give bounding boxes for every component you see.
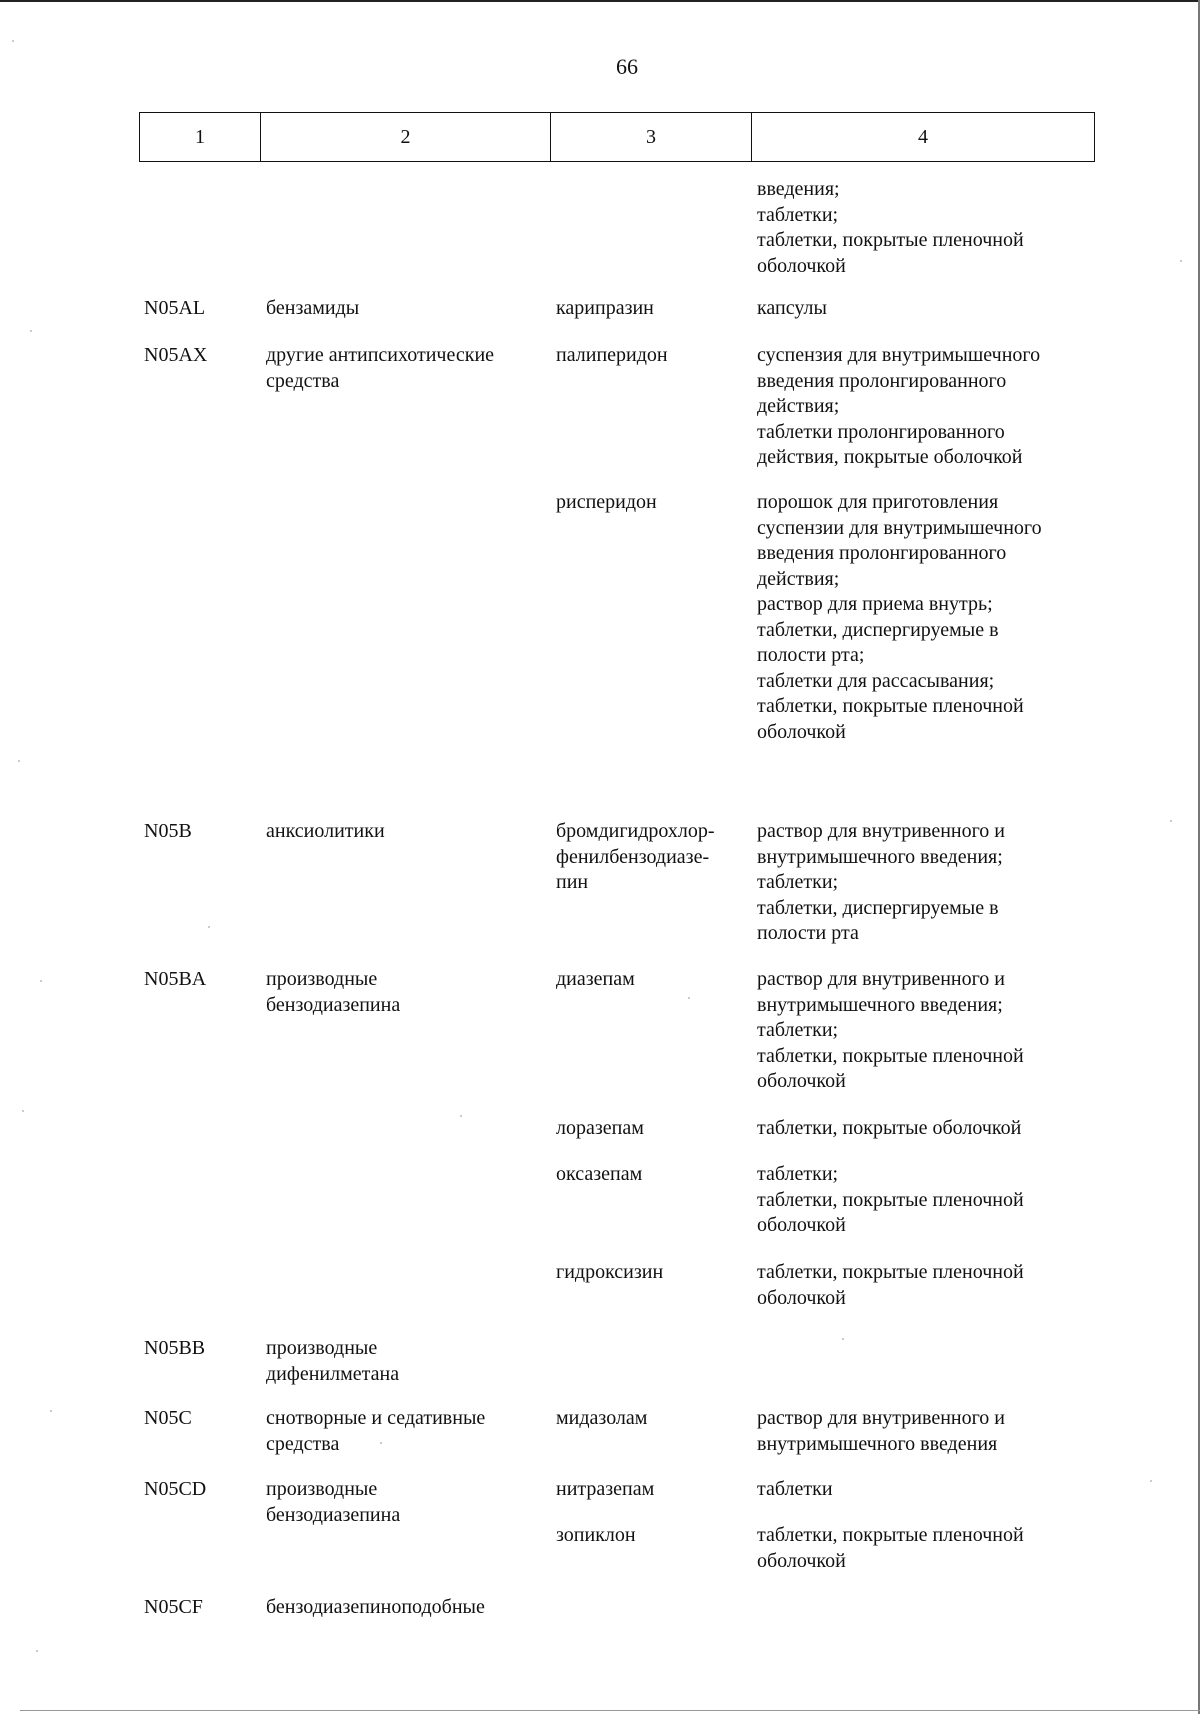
dosage-forms-line: внутримышечного введения; [757, 993, 1003, 1016]
drug-name [556, 967, 746, 993]
drug-name [556, 819, 746, 896]
scan-speck [208, 926, 210, 928]
dosage-forms [757, 819, 1097, 947]
dosage-forms-line: оболочкой [757, 1549, 846, 1572]
anatomical-group [266, 343, 546, 394]
drug-name-line: фенилбензодиазе- [556, 845, 710, 868]
atc-code: N05AX [144, 344, 208, 366]
anatomical-group-line: средства [266, 1432, 340, 1455]
scan-speck [688, 997, 690, 999]
dosage-forms-line: оболочкой [757, 1070, 846, 1092]
drug-name [556, 296, 746, 322]
atc-code: N05BA [144, 968, 207, 990]
atc-code: N05B [144, 820, 192, 842]
drug-name [556, 1523, 746, 1549]
scan-speck [22, 1110, 24, 1112]
header-col-4: 4 [918, 125, 928, 148]
drug-name [556, 343, 746, 369]
drug-name-line: рисперидон [556, 491, 657, 513]
atc-code: N05CD [144, 1478, 207, 1500]
anatomical-group-line: дифенилметана [266, 1362, 400, 1385]
drug-name-line: диазепам [556, 968, 635, 990]
drug-name-line: нитразепам [556, 1478, 655, 1500]
drug-name-line: мидазолам [556, 1407, 648, 1429]
dosage-forms [757, 1523, 1097, 1574]
anatomical-group-line: производные [266, 968, 378, 990]
dosage-forms [757, 1116, 1097, 1142]
dosage-forms-line: таблетки, покрытые оболочкой [757, 1117, 1022, 1139]
anatomical-group-line: снотворные и седативные [266, 1407, 486, 1429]
dosage-forms-line: порошок для приготовления [757, 491, 999, 513]
drug-name-line: пин [556, 871, 589, 893]
scan-speck [1180, 260, 1182, 262]
dosage-forms-line: таблетки; [757, 1019, 839, 1041]
dosage-forms [757, 296, 1097, 322]
anatomical-group-line: другие антипсихотические [266, 344, 495, 366]
dosage-forms-line: раствор для внутривенного и [757, 968, 1006, 990]
anatomical-group [266, 967, 546, 1018]
dosage-forms-line: таблетки, покрытые пленочной [757, 695, 1024, 717]
dosage-forms-line: оболочкой [757, 1214, 846, 1236]
scan-speck [380, 1442, 382, 1444]
drug-name-line: лоразепам [556, 1117, 644, 1139]
scan-speck [12, 40, 14, 42]
dosage-forms-line: капсулы [757, 297, 827, 319]
dosage-forms-line: таблетки, покрытые пленочной [757, 1044, 1024, 1067]
anatomical-group [266, 1477, 546, 1528]
dosage-forms-line: таблетки, покрытые пленочной [757, 1188, 1024, 1211]
anatomical-group-line: анксиолитики [266, 820, 385, 842]
atc-code: N05C [144, 1407, 192, 1429]
scan-speck [30, 330, 32, 332]
drug-name [556, 1162, 746, 1188]
dosage-forms-line: действия; [757, 567, 840, 590]
scan-speck [50, 1410, 52, 1412]
drug-name-line: палиперидон [556, 344, 668, 366]
anatomical-group [266, 1595, 546, 1621]
dosage-forms-line: таблетки, покрытые пленочной [757, 1261, 1024, 1283]
dosage-forms-line: оболочкой [757, 1286, 846, 1309]
drug-name [556, 1116, 746, 1142]
anatomical-group-line: средства [266, 369, 340, 392]
page-number: 66 [616, 54, 638, 79]
dosage-forms-line: внутримышечного введения; [757, 845, 1003, 868]
dosage-forms-line: таблетки, покрытые пленочной [757, 229, 1024, 251]
anatomical-group-line: бензодиазепина [266, 993, 401, 1016]
dosage-forms-line: полости рта [757, 922, 859, 944]
dosage-forms-line: полости рта; [757, 644, 865, 666]
dosage-forms-line: таблетки; [757, 871, 839, 893]
dosage-forms [757, 1260, 1097, 1311]
drug-name-line: бромдигидрохлор- [556, 820, 715, 842]
dosage-forms-line: введения пролонгированного [757, 542, 1007, 564]
header-col-3: 3 [551, 113, 752, 161]
scan-speck [842, 1338, 844, 1340]
scan-speck [1150, 1480, 1152, 1482]
dosage-forms-line: таблетки, покрытые пленочной [757, 1524, 1024, 1546]
dosage-forms-line: введения; [757, 178, 840, 200]
dosage-forms-line: введения пролонгированного [757, 369, 1007, 392]
dosage-forms-line: таблетки; [757, 203, 839, 226]
drug-name [556, 1477, 746, 1503]
dosage-forms-line: раствор для приема внутрь; [757, 593, 993, 615]
scan-speck [1170, 820, 1172, 822]
header-col-2: 2 [261, 113, 551, 161]
drug-name-line: гидроксизин [556, 1261, 664, 1283]
dosage-forms-line: действия; [757, 395, 840, 417]
dosage-forms [757, 967, 1097, 1095]
dosage-forms-line: таблетки [757, 1478, 833, 1500]
anatomical-group-line: производные [266, 1337, 378, 1359]
dosage-forms [757, 343, 1097, 471]
scan-speck [36, 1650, 38, 1652]
anatomical-group-line: бензамиды [266, 297, 360, 319]
dosage-forms-line: суспензия для внутримышечного [757, 344, 1041, 366]
scan-speck [40, 980, 42, 982]
dosage-forms-line: таблетки, диспергируемые в [757, 896, 999, 919]
anatomical-group [266, 1336, 546, 1387]
anatomical-group-line: бензодиазепина [266, 1503, 401, 1526]
atc-code: N05AL [144, 297, 206, 319]
drug-name [556, 490, 746, 516]
dosage-forms-line: таблетки; [757, 1163, 839, 1185]
drug-name [556, 1406, 746, 1432]
anatomical-group-line: бензодиазепиноподобные [266, 1596, 485, 1618]
dosage-forms-line: таблетки, диспергируемые в [757, 618, 999, 641]
anatomical-group [266, 296, 546, 322]
header-col-1: 1 [140, 113, 261, 161]
dosage-forms-line: внутримышечного введения [757, 1432, 998, 1455]
dosage-forms-line: оболочкой [757, 720, 846, 743]
dosage-forms-line: раствор для внутривенного и [757, 1407, 1006, 1429]
dosage-forms-line: раствор для внутривенного и [757, 820, 1006, 842]
dosage-forms-line: таблетки пролонгированного [757, 420, 1005, 443]
dosage-forms-line: действия, покрытые оболочкой [757, 446, 1023, 468]
scan-speck [460, 1115, 462, 1117]
drug-name-line: карипразин [556, 297, 654, 319]
anatomical-group [266, 1406, 546, 1457]
dosage-forms [757, 1406, 1097, 1457]
drug-name-line: оксазепам [556, 1163, 643, 1185]
dosage-forms [757, 177, 1097, 279]
dosage-forms-line: таблетки для рассасывания; [757, 669, 995, 692]
dosage-forms-line: оболочкой [757, 254, 846, 277]
dosage-forms [757, 1162, 1097, 1239]
atc-code: N05BB [144, 1337, 206, 1359]
dosage-forms [757, 1477, 1097, 1503]
dosage-forms [757, 490, 1097, 745]
dosage-forms-line: суспензии для внутримышечного [757, 516, 1042, 539]
drug-name [556, 1260, 746, 1286]
drug-name-line: зопиклон [556, 1524, 636, 1546]
atc-code: N05CF [144, 1596, 203, 1618]
anatomical-group [266, 819, 546, 845]
scan-speck [18, 760, 20, 762]
anatomical-group-line: производные [266, 1478, 378, 1500]
